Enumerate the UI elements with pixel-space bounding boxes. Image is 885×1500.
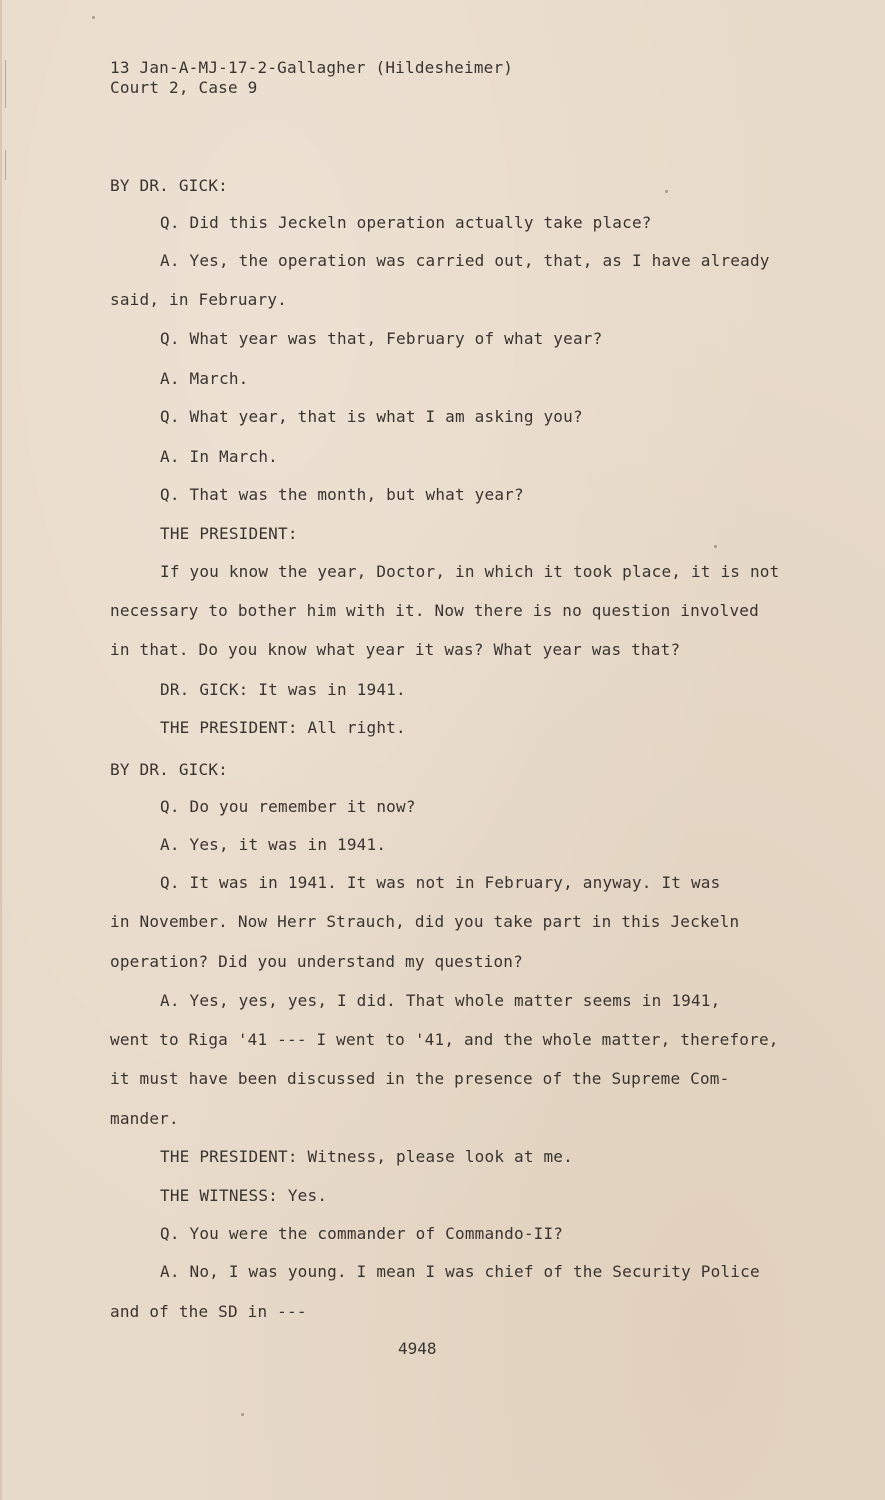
transcript-line: THE PRESIDENT: Witness, please look at me. — [160, 1147, 573, 1166]
page-edge-mark — [5, 60, 6, 108]
transcript-line: Q. What year, that is what I am asking you? — [160, 407, 583, 426]
transcript-line: in that. Do you know what year it was? What year was that? — [110, 640, 681, 659]
transcript-line: it must have been discussed in the presence of the Supreme Com- — [110, 1069, 730, 1088]
transcript-line: said, in February. — [110, 290, 287, 309]
transcript-line: necessary to bother him with it. Now there is no question involved — [110, 601, 759, 620]
header-court-case: Court 2, Case 9 — [110, 78, 258, 97]
transcript-line: operation? Did you understand my question? — [110, 952, 523, 971]
transcript-line: Q. That was the month, but what year? — [160, 485, 524, 504]
transcript-line: in November. Now Herr Strauch, did you take part in this Jeckeln — [110, 912, 740, 931]
transcript-line: Q. You were the commander of Commando-II? — [160, 1224, 564, 1243]
transcript-line: THE PRESIDENT: All right. — [160, 718, 406, 737]
transcript-line: Q. Did this Jeckeln operation actually take place? — [160, 213, 652, 232]
transcript-line: A. March. — [160, 369, 249, 388]
paper-speck — [665, 190, 668, 193]
page-edge-mark — [5, 150, 6, 180]
transcript-line: and of the SD in --- — [110, 1302, 307, 1321]
transcript-line: A. Yes, the operation was carried out, that, as I have already — [160, 251, 770, 270]
transcript-line: mander. — [110, 1109, 179, 1128]
transcript-line: Q. Do you remember it now? — [160, 797, 416, 816]
transcript-line: A. No, I was young. I mean I was chief of the Security Police — [160, 1262, 760, 1281]
transcript-line: A. Yes, yes, yes, I did. That whole matter seems in 1941, — [160, 991, 721, 1010]
transcript-line: Q. What year was that, February of what year? — [160, 329, 603, 348]
transcript-line: went to Riga '41 --- I went to '41, and the whole matter, therefore, — [110, 1030, 779, 1049]
paper-speck — [92, 16, 95, 19]
header-case-reference: 13 Jan-A-MJ-17-2-Gallagher (Hildesheimer) — [110, 58, 514, 77]
transcript-line: If you know the year, Doctor, in which it took place, it is not — [160, 562, 780, 581]
speaker-heading: BY DR. GICK: — [110, 760, 228, 779]
page-number: 4948 — [398, 1339, 437, 1358]
transcript-line: A. In March. — [160, 447, 278, 466]
transcript-line: THE WITNESS: Yes. — [160, 1186, 328, 1205]
paper-speck — [241, 1413, 244, 1416]
speaker-heading: THE PRESIDENT: — [160, 524, 298, 543]
paper-speck — [714, 545, 717, 548]
speaker-heading: BY DR. GICK: — [110, 176, 228, 195]
transcript-line: DR. GICK: It was in 1941. — [160, 680, 406, 699]
transcript-line: Q. It was in 1941. It was not in February, anyway. It was — [160, 873, 721, 892]
transcript-line: A. Yes, it was in 1941. — [160, 835, 387, 854]
